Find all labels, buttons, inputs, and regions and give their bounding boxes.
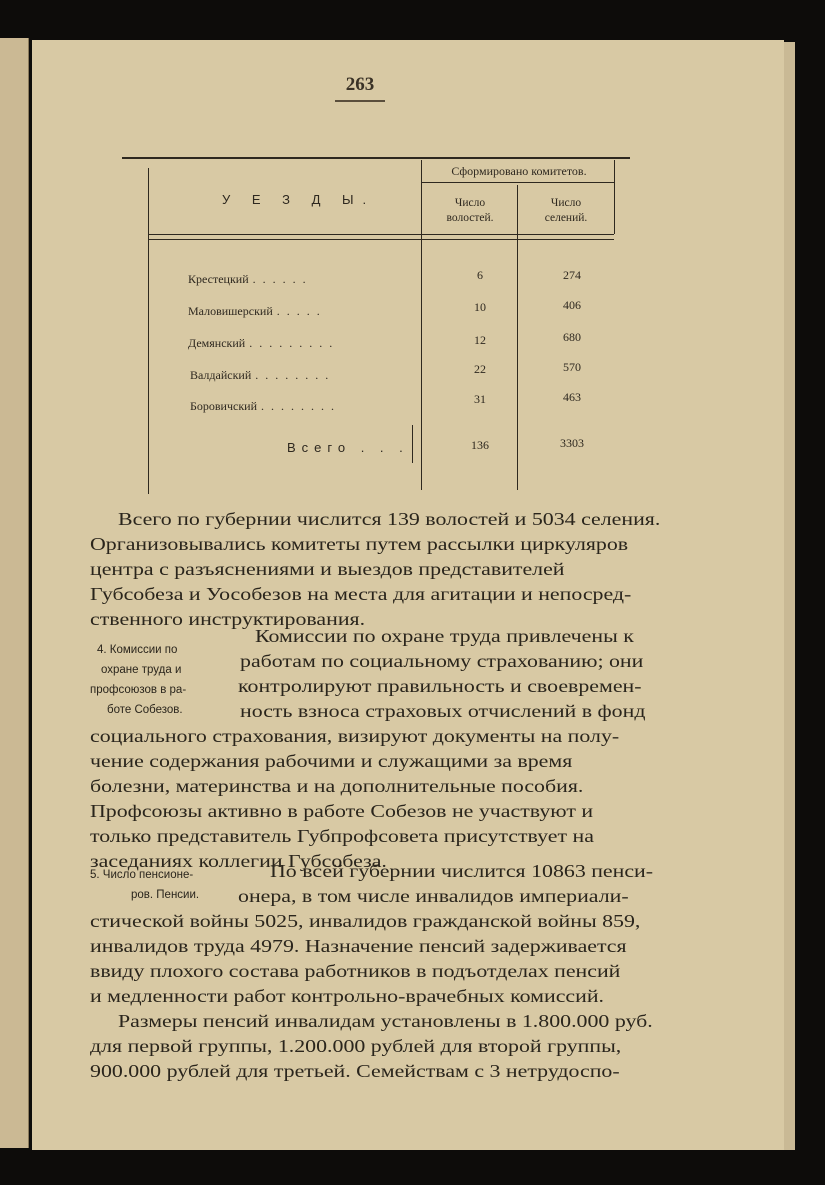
table-header-rule-1 bbox=[148, 234, 614, 235]
paragraph-line: работам по социальному страхованию; они bbox=[240, 651, 644, 671]
row-dots: . . . . . . . . . bbox=[249, 336, 335, 350]
row-label: Боровичский bbox=[190, 399, 258, 413]
margin-note-line: ров. Пенсии. bbox=[131, 889, 200, 901]
margin-note-line: боте Собезов. bbox=[107, 704, 183, 716]
header-volosti-line1: Число bbox=[454, 197, 486, 209]
paragraph-line: Губсобеза и Уособезов на места для агитации и непосред- bbox=[90, 584, 632, 604]
paragraph-line: стической войны 5025, инвалидов гражданской войны 859, bbox=[90, 911, 641, 931]
paragraph-line: инвалидов труда 4979. Назначение пенсий задерживается bbox=[90, 936, 627, 956]
table-cell-selenii: 274 bbox=[563, 268, 581, 282]
table-group-rule bbox=[421, 182, 614, 183]
paragraph-line: Всего по губернии числится 139 волостей и 5034 селения. bbox=[118, 509, 661, 529]
row-label: Маловишерский bbox=[188, 304, 273, 318]
column-header-volosti bbox=[424, 196, 516, 226]
header-selenii-line1: Число bbox=[550, 197, 582, 209]
paragraph-line: онера, в том числе инвалидов империали- bbox=[238, 886, 629, 906]
paragraph-line: Организовывались комитеты путем рассылки циркуляров bbox=[90, 534, 629, 554]
table-cell-selenii: 680 bbox=[563, 330, 581, 344]
paragraph-line: Профсоюзы активно в работе Собезов не участвуют и bbox=[90, 801, 594, 821]
page-number: 263 bbox=[345, 74, 375, 95]
table-cell-volosti: 22 bbox=[474, 362, 486, 376]
margin-note-line: профсоюзов в ра- bbox=[90, 684, 187, 696]
paragraph-line: болезни, материнства и на дополнительные пособия. bbox=[90, 776, 584, 796]
paragraph-line: заседаниях коллегии Губсобеза. bbox=[90, 851, 387, 871]
row-label: Крестецкий bbox=[188, 272, 249, 286]
paragraph-line: ственного инструктирования. bbox=[90, 609, 366, 629]
paragraph-line: для первой группы, 1.200.000 рублей для второй группы, bbox=[90, 1036, 622, 1056]
table-cell-volosti: 12 bbox=[474, 333, 486, 347]
paragraph-line: центра с разъяснениями и выездов представителей bbox=[90, 559, 565, 579]
row-dots: . . . . . . . . bbox=[255, 368, 331, 382]
table-total-selenii: 3303 bbox=[560, 436, 584, 450]
table-row-name bbox=[188, 336, 334, 351]
table-cell-volosti: 6 bbox=[477, 268, 483, 282]
column-header-uezdy: У Е З Д Ы. bbox=[222, 192, 376, 207]
paragraph-line: контролируют правильность и своевремен- bbox=[238, 676, 642, 696]
paragraph-line: Комиссии по охране труда привлечены к bbox=[255, 626, 634, 646]
row-dots: . . . . . bbox=[276, 304, 322, 318]
table-total-volosti: 136 bbox=[471, 438, 489, 452]
page-number-underline bbox=[335, 100, 385, 102]
table-cell-volosti: 31 bbox=[474, 392, 486, 406]
table-row-name bbox=[190, 399, 336, 414]
table-row-name bbox=[190, 368, 330, 383]
table-total-label: Всего . . . bbox=[287, 440, 409, 455]
paragraph-line: ввиду плохого состава работников в подъотделах пенсий bbox=[90, 961, 621, 981]
table-cell-selenii: 463 bbox=[563, 390, 581, 404]
table-total-bracket bbox=[412, 425, 413, 463]
table-right-rule bbox=[614, 160, 615, 234]
paragraph-line: только представитель Губпрофсовета присутствует на bbox=[90, 826, 594, 846]
table-left-rule bbox=[148, 168, 149, 494]
margin-note-line: 4. Комиссии по bbox=[97, 644, 178, 656]
table-col-divider-1 bbox=[421, 160, 422, 490]
row-dots: . . . . . . . . bbox=[261, 399, 337, 413]
table-cell-volosti: 10 bbox=[474, 300, 486, 314]
table-row-name bbox=[188, 272, 308, 287]
margin-note-line: 5. Число пенсионе- bbox=[90, 869, 194, 881]
header-volosti-line2: волостей. bbox=[446, 212, 494, 224]
paragraph-line: социального страхования, визируют документы на полу- bbox=[90, 726, 620, 746]
margin-note-line: охране труда и bbox=[101, 664, 182, 676]
row-dots: . . . . . . bbox=[252, 272, 308, 286]
row-label: Демянский bbox=[188, 336, 246, 350]
table-col-divider-2 bbox=[517, 185, 518, 490]
column-header-selenii bbox=[520, 196, 612, 226]
row-label: Валдайский bbox=[190, 368, 252, 382]
table-top-rule bbox=[122, 157, 630, 159]
paragraph-line: 900.000 рублей для третьей. Семействам с 3 нетрудоспо- bbox=[90, 1061, 620, 1081]
left-page-edge bbox=[0, 38, 29, 1148]
paragraph-line: ность взноса страховых отчислений в фонд bbox=[240, 701, 646, 721]
paragraph-line: чение содержания рабочими и служащими за время bbox=[90, 751, 573, 771]
header-selenii-line2: селений. bbox=[544, 212, 588, 224]
paragraph-line: По всей губернии числится 10863 пенси- bbox=[270, 861, 654, 881]
table-cell-selenii: 406 bbox=[563, 298, 581, 312]
table-cell-selenii: 570 bbox=[563, 360, 581, 374]
paragraph-line: и медленности работ контрольно-врачебных комиссий. bbox=[90, 986, 605, 1006]
paragraph-line: Размеры пенсий инвалидам установлены в 1.800.000 руб. bbox=[118, 1011, 653, 1031]
column-header-group: Сформировано комитетов. bbox=[451, 164, 587, 178]
table-header-rule-2 bbox=[148, 239, 614, 240]
table-row-name bbox=[188, 304, 322, 319]
